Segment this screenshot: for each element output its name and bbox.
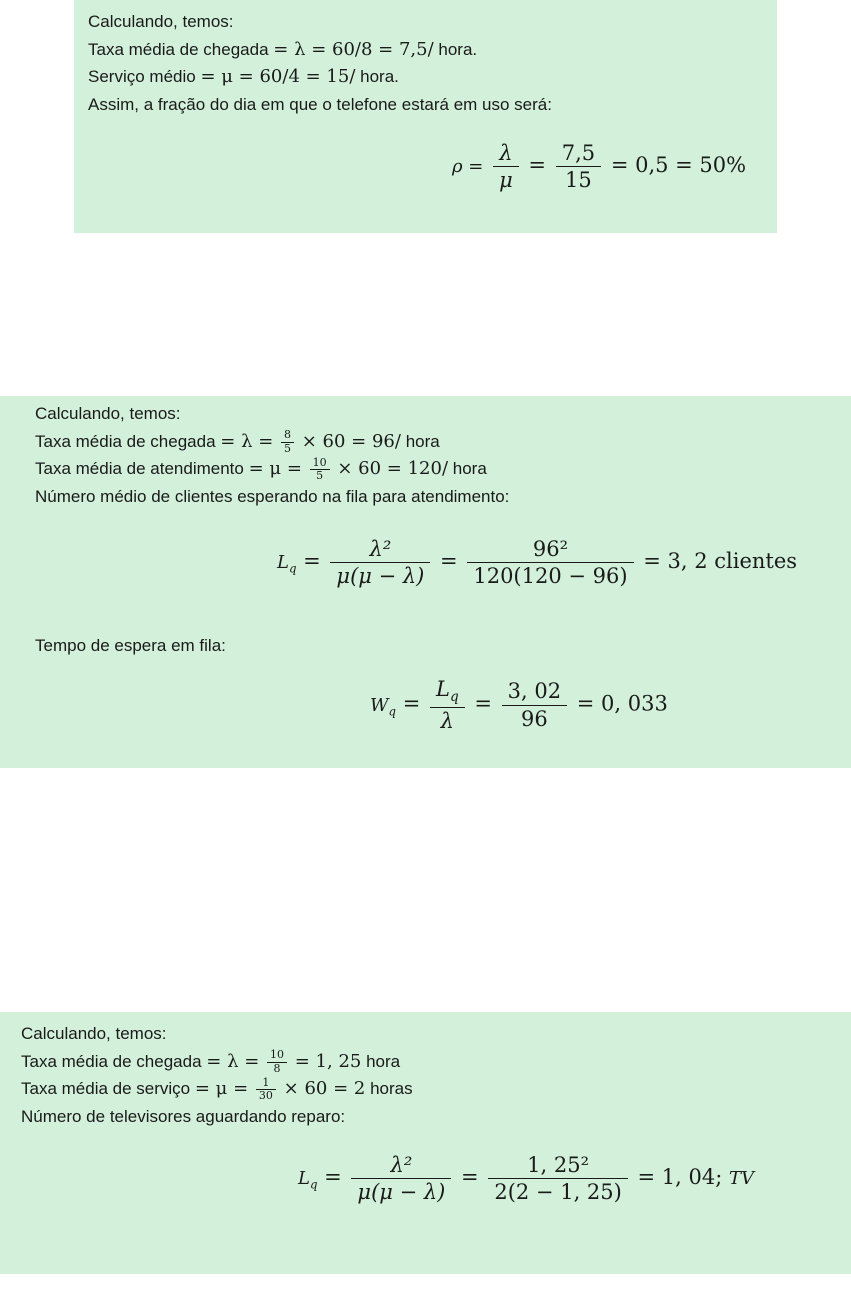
numerator: λ² (330, 536, 430, 563)
math-expression: = 1, 25 (294, 1050, 362, 1072)
variable: L (298, 1168, 310, 1190)
variable: W (370, 694, 389, 716)
fraction (351, 1152, 451, 1205)
math-expression: = λ = (206, 1050, 260, 1072)
unit-label: hora (405, 431, 440, 451)
panel3-line3: Número de televisores aguardando reparo: (21, 1106, 346, 1126)
equals-sign: = (474, 691, 492, 716)
subscript: q (288, 561, 297, 576)
small-fraction (256, 1077, 276, 1103)
fraction (467, 536, 633, 589)
panel3-line1 (21, 1048, 830, 1076)
fraction (488, 1152, 628, 1205)
solution-panel-3 (0, 1012, 851, 1274)
panel1-line2-unit: hora. (360, 67, 399, 86)
math-expression: = λ = (220, 430, 274, 452)
numerator: λ (493, 140, 519, 167)
numerator: 7,5 (556, 140, 601, 167)
numerator: 1, 25² (488, 1152, 628, 1179)
panel1-line1 (88, 36, 763, 64)
fraction (330, 536, 430, 589)
panel1-line3: Assim, a fração do dia em que o telefone estará em uso será: (88, 94, 552, 114)
panel2-line2 (35, 455, 816, 483)
denominator: 96 (521, 706, 548, 731)
denominator: λ (440, 708, 454, 733)
panel1-line1-math: = λ = 60/8 = 7,5/ (273, 38, 434, 60)
panel2-line4: Tempo de espera em fila: (35, 636, 226, 655)
panel2-equation-wq (370, 676, 668, 734)
math-expression: × 60 = 120/ (337, 458, 449, 480)
panel3-line2-label: Taxa média de serviço (21, 1079, 191, 1099)
variable: L (435, 677, 450, 701)
panel1-line2-math: = μ = 60/4 = 15/ (200, 66, 356, 87)
small-fraction (281, 429, 294, 455)
numerator: 10 (310, 457, 330, 471)
panel1-line1-unit: hora. (438, 39, 478, 59)
small-fraction (310, 457, 330, 483)
denominator: μ(μ − λ) (336, 564, 425, 589)
eq-rhs: = 3, 2 clientes (643, 549, 798, 574)
denominator: 2(2 − 1, 25) (494, 1180, 622, 1205)
numerator: 96² (467, 536, 633, 563)
fraction (556, 140, 601, 193)
equals-sign: = (402, 691, 421, 716)
panel2-line1 (35, 428, 816, 456)
numerator: 3, 02 (502, 678, 567, 705)
denominator: μ (499, 168, 513, 193)
panel1-line2-label: Serviço médio (88, 67, 196, 86)
eq-lhs: ρ = (452, 156, 484, 178)
subscript: q (309, 1177, 318, 1192)
panel1-heading: Calculando, temos: (88, 12, 234, 31)
numerator: 10 (267, 1049, 287, 1063)
equals-sign: = (303, 549, 321, 574)
small-fraction (267, 1049, 287, 1075)
panel3-heading: Calculando, temos: (21, 1024, 167, 1043)
panel2-equation-lq (277, 536, 797, 589)
equals-sign: = (461, 1165, 479, 1190)
denominator: 5 (284, 441, 292, 455)
numerator: 1 (256, 1077, 276, 1091)
panel2-heading: Calculando, temos: (35, 404, 181, 423)
subscript: q (449, 689, 459, 706)
math-expression: = μ = (194, 1078, 249, 1100)
solution-panel-1 (74, 0, 777, 233)
equals-sign: = (528, 153, 547, 178)
solution-panel-2 (0, 396, 851, 768)
denominator: μ(μ − λ) (357, 1180, 446, 1205)
panel1-line1-label: Taxa média de chegada (88, 39, 269, 59)
eq-lhs (370, 694, 396, 719)
fraction (493, 140, 519, 193)
panel2-line3: Número médio de clientes esperando na fila para atendimento: (35, 486, 510, 506)
denominator: 5 (316, 469, 324, 483)
numerator (430, 676, 465, 708)
panel3-line1-label: Taxa média de chegada (21, 1051, 202, 1071)
panel3-equation-lq (298, 1152, 754, 1205)
eq-rhs: = 0,5 = 50% (610, 153, 747, 178)
numerator: λ² (351, 1152, 451, 1179)
equals-sign: = (440, 549, 458, 574)
unit-label: hora (452, 459, 487, 479)
panel2-line1-label: Taxa média de chegada (35, 431, 216, 451)
numerator: 8 (281, 429, 294, 443)
panel1-equation (452, 140, 746, 193)
unit-label: horas (370, 1079, 413, 1099)
denominator: 15 (565, 168, 592, 193)
unit-label: hora (366, 1051, 401, 1071)
math-expression: × 60 = 2 (283, 1078, 366, 1100)
equals-sign: = (324, 1165, 342, 1190)
math-expression: × 60 = 96/ (301, 430, 401, 452)
variable: L (277, 552, 289, 574)
eq-rhs-unit: TV (729, 1168, 755, 1190)
eq-lhs (277, 552, 297, 576)
denominator: 30 (258, 1089, 273, 1103)
eq-rhs: = 0, 033 (576, 691, 668, 716)
fraction (430, 676, 465, 734)
panel2-line2-label: Taxa média de atendimento (35, 459, 244, 479)
denominator: 120(120 − 96) (473, 564, 628, 589)
denominator: 8 (273, 1061, 281, 1075)
eq-lhs (298, 1168, 318, 1192)
fraction (502, 678, 567, 731)
panel1-line2 (88, 63, 763, 91)
panel3-line2 (21, 1075, 830, 1103)
subscript: q (388, 704, 396, 719)
math-expression: = μ = (248, 458, 302, 480)
eq-rhs: = 1, 04; (637, 1165, 723, 1190)
